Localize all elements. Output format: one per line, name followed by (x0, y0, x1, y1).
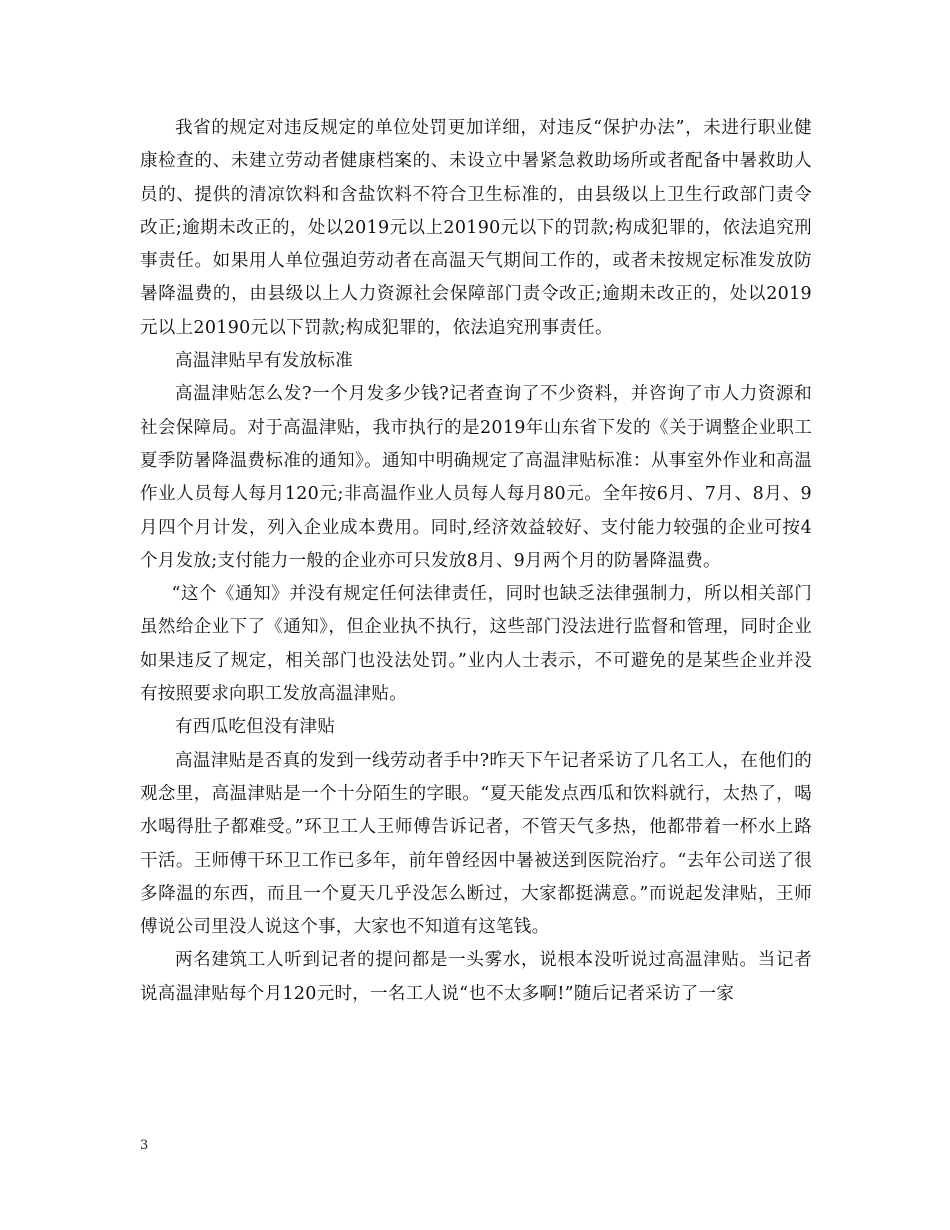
section-heading: 有西瓜吃但没有津贴 (175, 717, 336, 738)
paragraph: 两名建筑工人听到记者的提问都是一头雾水，说根本没听说过高温津贴。当记者说高温津贴每个月120元时，一名工人说“也不太多啊!”随后记者采访了一家 (140, 950, 812, 1004)
paragraph: 我省的规定对违反规定的单位处罚更加详细，对违反“保护办法”，未进行职业健康检查的、未建立劳动者健康档案的、未设立中暑紧急救助场所或者配备中暑救助人员的、提供的清凉饮料和含盐饮料不符合卫生标准的，由县级以上卫生行政部门责令改正;逾期未改正的，处以2019元以上20190元以下的罚款;构成犯罪的，依法追究刑事责任。如果用人单位强迫劳动者在高温天气期间工作的，或者未按规定标准发放防暑降温费的，由县级以上人力资源社会保障部门责令改正;逾期未改正的，处以2019元以上20190元以下罚款;构成犯罪的，依法追究刑事责任。 (140, 118, 812, 338)
paragraph: “这个《通知》并没有规定任何法律责任，同时也缺乏法律强制力，所以相关部门虽然给企业下了《通知》，但企业执不执行，这些部门没法进行监督和管理，同时企业如果违反了规定，相关部门也没法处罚。”业内人士表示，不可避免的是某些企业并没有按照要求向职工发放高温津贴。 (140, 584, 812, 705)
page-number: 3 (140, 1138, 149, 1153)
paragraph: 高温津贴是否真的发到一线劳动者手中?昨天下午记者采访了几名工人，在他们的观念里，高温津贴是一个十分陌生的字眼。“夏天能发点西瓜和饮料就行，太热了，喝水喝得肚子都难受。”环卫工人王师傅告诉记者，不管天气多热，他都带着一杯水上路干活。王师傅干环卫工作已多年，前年曾经因中暑被送到医院治疗。“去年公司送了很多降温的东西，而且一个夏天几乎没怎么断过，大家都挺满意。”而说起发津贴，王师傅说公司里没人说这个事，大家也不知道有这笔钱。 (140, 750, 812, 938)
document-body (140, 112, 812, 1011)
section-heading: 高温津贴早有发放标准 (175, 351, 353, 372)
paragraph: 高温津贴怎么发?一个月发多少钱?记者查询了不少资料，并咨询了市人力资源和社会保障局。对于高温津贴，我市执行的是2019年山东省下发的《关于调整企业职工夏季防暑降温费标准的通知》。通知中明确规定了高温津贴标准：从事室外作业和高温作业人员每人每月120元;非高温作业人员每人每月80元。全年按6月、7月、8月、9月四个月计发，列入企业成本费用。同时,经济效益较好、支付能力较强的企业可按4个月发放;支付能力一般的企业亦可只发放8月、9月两个月的防暑降温费。 (140, 384, 812, 571)
